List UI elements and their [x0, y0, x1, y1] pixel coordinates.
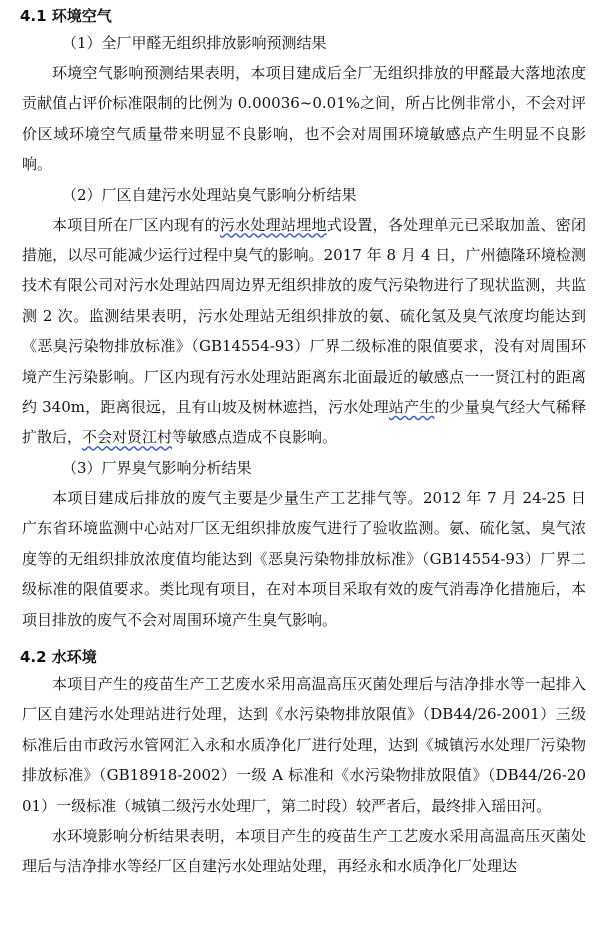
- paragraph-formaldehyde: 环境空气影响预测结果表明，本项目建成后全厂无组织排放的甲醛最大落地浓度贡献值占评价标准限制的比例为 0.00036~0.01%之间，所占比例非常小，不会对评价区域环境空气质量带来明显不良影响，也不会对周围环境敏感点产生明显不良影响。: [22, 64, 586, 174]
- paragraph-water-treatment: 本项目产生的疫苗生产工艺废水采用高温高压灭菌处理后与洁净排水等一起排入厂区自建污水处理站进行处理，达到《水污染物排放限值》（DB44/26-2001）三级标准后由市政污水管网汇入永和水质净化厂进行处理，达到《城镇污水处理厂污染物排放标准》（GB18918-2002）一级 A 标准和《水污染物排放限值》（DB44/26-2001）一级标准（城镇二级污水处理厂，第二时段）较严者后，最终排入瑶田河。: [22, 674, 586, 815]
- text-run: 的少量臭气经大气稀释扩散后，: [22, 398, 586, 447]
- subsection-title-2: （2）厂区自建污水处理站臭气影响分析结果: [62, 185, 357, 204]
- subsection-title-3: （3）厂界臭气影响分析结果: [62, 458, 252, 477]
- paragraph-wastewater-odor: [22, 210, 586, 453]
- paragraph-water-impact: 水环境影响分析结果表明，本项目产生的疫苗生产工艺废水采用高温高压灭菌处理后与洁净排水等经厂区自建污水处理站处理，再经永和水质净化厂处理达: [22, 826, 586, 876]
- subsection-title-1: （1）全厂甲醛无组织排放影响预测结果: [62, 34, 327, 52]
- paragraph-boundary-odor: 本项目建成后排放的废气主要是少量生产工艺排气等。2012 年 7 月 24-25 日广东省环境监测中心站对厂区无组织排放废气进行了验收监测。氨、硫化氢、臭气浓度等的无组织排放浓度值均能达到《恶臭污染物排放标准》（GB14554-93）厂界二级标准的限值要求。类比现有项目，在对本项目采取有效的废气消毒净化措施后，本项目排放的废气不会对周围环境产生臭气影响。: [22, 488, 586, 629]
- text-run: 式设置，各处理单元已采取加盖、密闭措施，以尽可能减少运行过程中臭气的影响。2017 年 8 月 4 日，广州德隆环境检测技术有限公司对污水处理站四周边界无组织排放的废气污染物进行了现状监测，共监测 2 次。监测结果表明，污水处理站无组织排放的氨、硫化氢及臭气浓度均能达到《恶臭污染物排放标准》（GB14554-93）厂界二级标准的限值要求，没有对周围环境产生污染影响。厂区内现有污水处理站距离东北面最近的敏感点一一贤江村的距离约 340m，距离很远，且有山坡及树林遮挡，污水处理: [22, 215, 586, 417]
- text-run: 本项目所在厂区内现有的: [52, 215, 220, 234]
- underlined-phrase: 站产生: [388, 398, 435, 417]
- section-heading-4-1: 4.1 环境空气: [20, 7, 112, 25]
- text-run: 等敏感点造成不良影响。: [172, 428, 338, 447]
- section-heading-4-2: 4.2 水环境: [20, 647, 97, 666]
- underlined-phrase: 污水处理站埋地: [219, 215, 327, 234]
- underlined-phrase: 不会对贤江村: [82, 428, 173, 447]
